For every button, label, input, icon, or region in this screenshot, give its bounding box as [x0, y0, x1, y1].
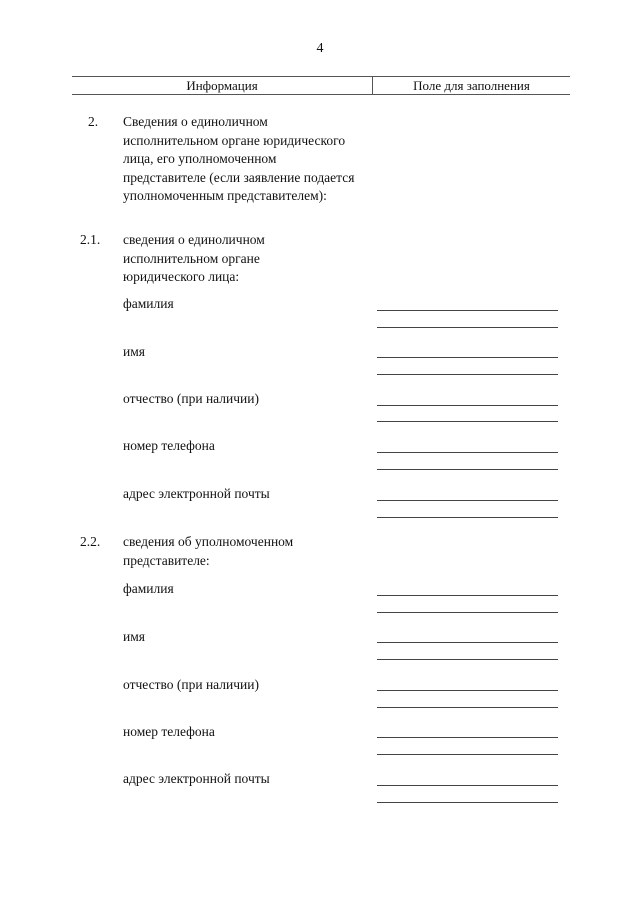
fill-line-rep-surname-1[interactable] — [377, 595, 558, 596]
field-label-rep-phone: номер телефона — [123, 724, 215, 739]
section-2-2-number: 2.2. — [80, 534, 101, 549]
fill-line-rep-phone-2[interactable] — [377, 754, 558, 755]
field-label-rep-email: адрес электронной почты — [123, 771, 270, 786]
section-2-1-text: сведения о единоличном исполнительном органе юридического лица: — [123, 232, 265, 284]
header-field-column: Поле для заполнения — [413, 78, 530, 93]
section-2-text: Сведения о единоличном исполнительном органе юридического лица, его уполномоченном представителе (если заявление подается уполномоченным представителем): — [123, 114, 355, 203]
fill-line-name-2[interactable] — [377, 374, 558, 375]
fill-line-surname-2[interactable] — [377, 327, 558, 328]
fill-line-rep-patronymic-1[interactable] — [377, 690, 558, 691]
field-label-email: адрес электронной почты — [123, 486, 270, 501]
field-label-rep-patronymic: отчество (при наличии) — [123, 677, 259, 692]
fill-line-phone-1[interactable] — [377, 452, 558, 453]
fill-line-phone-2[interactable] — [377, 469, 558, 470]
fill-line-email-2[interactable] — [377, 517, 558, 518]
fill-line-patronymic-2[interactable] — [377, 421, 558, 422]
fill-line-rep-phone-1[interactable] — [377, 737, 558, 738]
fill-line-patronymic-1[interactable] — [377, 405, 558, 406]
field-label-surname: фамилия — [123, 296, 174, 311]
fill-line-rep-name-1[interactable] — [377, 642, 558, 643]
field-label-rep-surname: фамилия — [123, 581, 174, 596]
section-2-1-number: 2.1. — [80, 232, 101, 247]
field-label-name: имя — [123, 344, 145, 359]
section-2-number: 2. — [88, 114, 99, 129]
fill-line-surname-1[interactable] — [377, 310, 558, 311]
fill-line-name-1[interactable] — [377, 357, 558, 358]
section-2-2-text: сведения об уполномоченном представителе: — [123, 534, 294, 568]
field-label-patronymic: отчество (при наличии) — [123, 391, 259, 406]
page-number: 4 — [316, 41, 324, 56]
table-header — [72, 76, 570, 95]
fill-line-rep-surname-2[interactable] — [377, 612, 558, 613]
fill-line-email-1[interactable] — [377, 500, 558, 501]
fill-line-rep-name-2[interactable] — [377, 659, 558, 660]
fill-line-rep-patronymic-2[interactable] — [377, 707, 558, 708]
fill-line-rep-email-2[interactable] — [377, 802, 558, 803]
header-info-column: Информация — [72, 77, 373, 94]
field-label-phone: номер телефона — [123, 438, 215, 453]
fill-line-rep-email-1[interactable] — [377, 785, 558, 786]
field-label-rep-name: имя — [123, 629, 145, 644]
